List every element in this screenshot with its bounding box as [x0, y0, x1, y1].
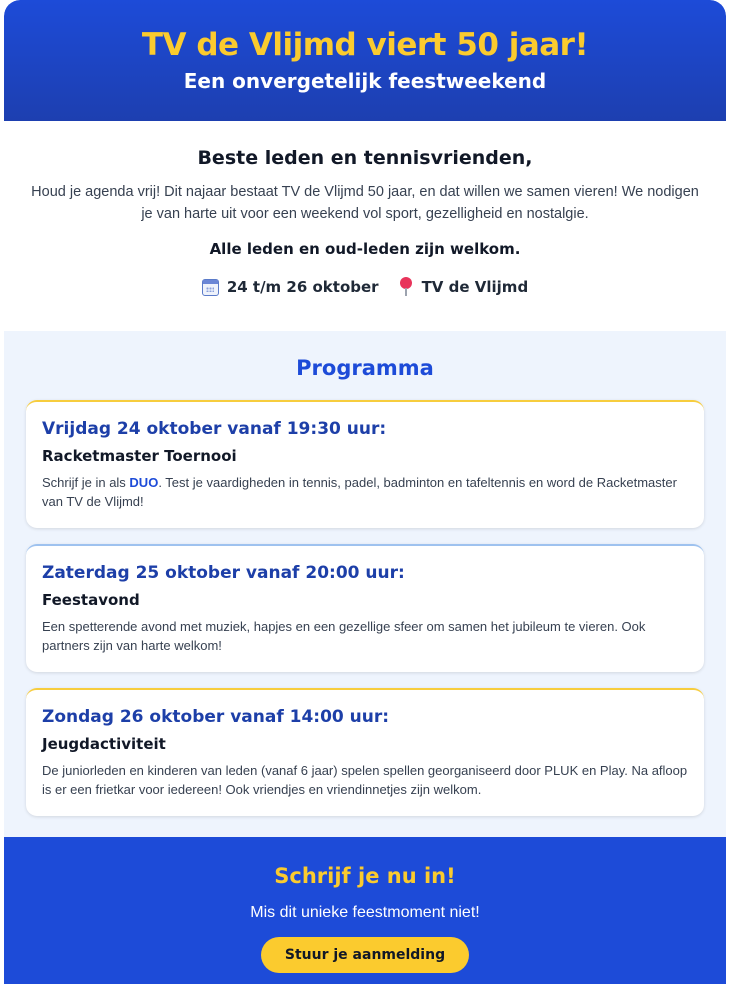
intro-section	[4, 121, 726, 331]
program-section	[4, 331, 726, 837]
program-title: Programma	[296, 356, 434, 380]
event-card-sunday	[26, 688, 704, 816]
event-description	[42, 473, 688, 511]
event-heading: Zondag 26 oktober vanaf 14:00 uur:	[42, 707, 390, 727]
page-title: TV de Vlijmd viert 50 jaar!	[141, 27, 589, 63]
pin-icon	[399, 277, 413, 297]
event-card-friday	[26, 400, 704, 528]
location-detail	[399, 277, 529, 297]
greeting-heading: Beste leden en tennisvrienden,	[197, 147, 533, 169]
duo-highlight: DUO	[129, 475, 159, 490]
cta-title: Schrijf je nu in!	[274, 864, 456, 888]
event-name: Jeugdactiviteit	[42, 735, 166, 753]
event-card-saturday	[26, 544, 704, 672]
page-subtitle: Een onvergetelijk feestweekend	[183, 69, 547, 93]
welcome-text: Alle leden en oud-leden zijn welkom.	[209, 240, 521, 258]
event-name: Feestavond	[42, 591, 140, 609]
header-banner	[4, 0, 726, 121]
date-label: 24 t/m 26 oktober	[226, 278, 379, 296]
event-description: De juniorleden en kinderen van leden (vanaf 6 jaar) spelen spellen georganiseerd door PLUK en Play. Na afloop is er een frietkar voor iedereen! Ook vriendjes en vriendinnetjes zijn welkom.	[42, 763, 688, 797]
event-description-start: Schrijf je in als	[42, 475, 130, 490]
cta-text: Mis dit unieke feestmoment niet!	[250, 904, 480, 921]
location-label: TV de Vlijmd	[421, 278, 529, 296]
event-description: Een spetterende avond met muziek, hapjes en een gezellige sfeer om samen het jubileum te vieren. Ook partners zijn van harte welkom!	[42, 619, 646, 653]
event-description-end: . Test je vaardigheden in tennis, padel, badminton en tafeltennis en word de Racketmaster van TV de Vlijmd!	[42, 475, 677, 509]
intro-text: Houd je agenda vrij! Dit najaar bestaat TV de Vlijmd 50 jaar, en dat willen we samen vieren! We nodigen je van harte uit voor een weekend vol sport, gezelligheid en nostalgie.	[31, 184, 699, 222]
register-button[interactable]: Stuur je aanmelding	[261, 937, 469, 973]
event-heading: Vrijdag 24 oktober vanaf 19:30 uur:	[42, 419, 387, 439]
event-heading: Zaterdag 25 oktober vanaf 20:00 uur:	[42, 563, 405, 583]
event-name: Racketmaster Toernooi	[42, 447, 237, 465]
email-page	[4, 0, 726, 984]
cta-section	[4, 837, 726, 984]
date-detail	[202, 278, 379, 296]
event-details	[24, 277, 706, 297]
calendar-icon	[202, 279, 219, 296]
